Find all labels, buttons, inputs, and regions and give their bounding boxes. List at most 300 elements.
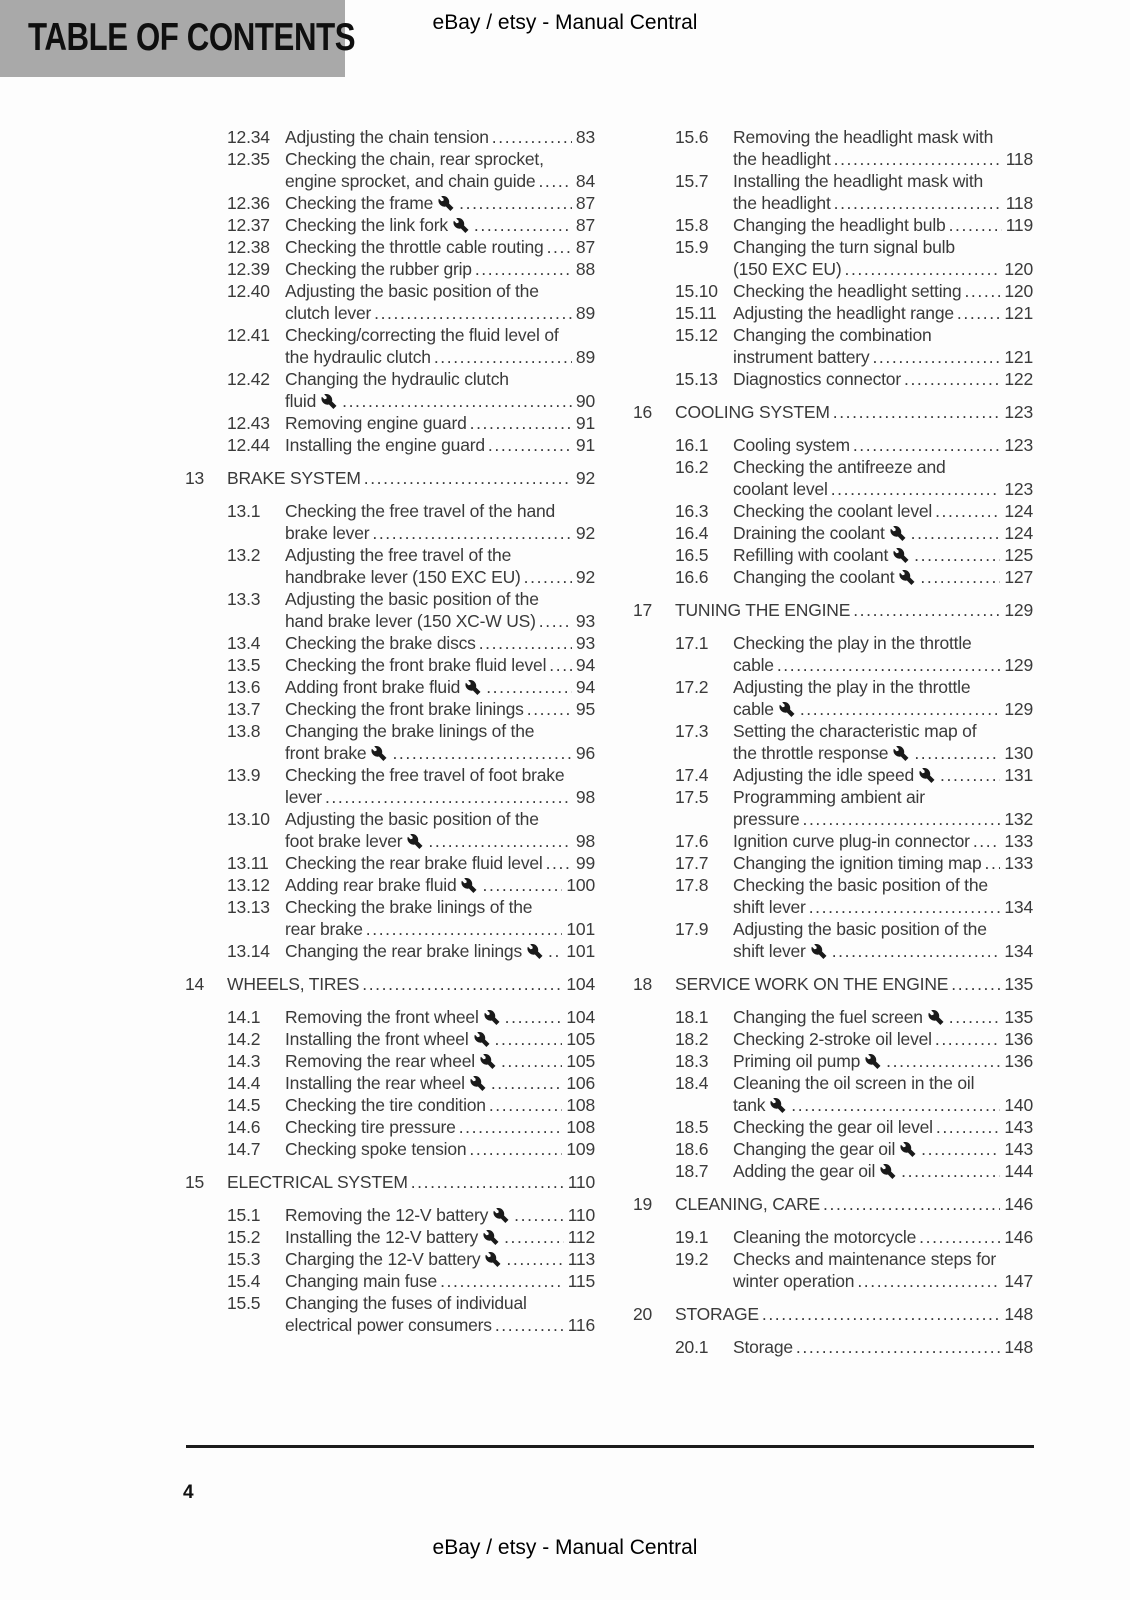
toc-chapter-row: [633, 1193, 1033, 1215]
toc-entry-body: [675, 973, 1033, 995]
toc-entry-row: [185, 896, 595, 940]
toc-entry-row: [185, 720, 595, 764]
toc-entry-number: 14.3: [227, 1051, 261, 1071]
wrench-icon: [465, 680, 481, 695]
toc-entry-number: 13: [185, 468, 205, 488]
toc-entry-row: [633, 368, 1033, 390]
toc-entry-body: [285, 1248, 595, 1270]
toc-entry-row: [633, 280, 1033, 302]
toc-entry-number: 12.41: [227, 325, 270, 345]
toc-entry-row: [633, 1248, 1033, 1292]
dot-leader: [921, 1138, 1000, 1160]
toc-entry-number: 15: [185, 1172, 205, 1192]
dot-leader: [857, 1270, 1000, 1292]
toc-entry-title-line: Adjusting the play in the throttle: [733, 677, 971, 697]
toc-entry-page: 94: [575, 677, 595, 697]
toc-entry-row: [633, 852, 1033, 874]
toc-entry-row: [633, 830, 1033, 852]
toc-entry-page: 134: [1004, 941, 1033, 961]
dot-leader: [501, 1050, 562, 1072]
toc-entry-title: Storage: [733, 1337, 793, 1357]
toc-entry-title: Changing the rear brake linings: [285, 941, 523, 961]
dot-leader: [488, 434, 572, 456]
toc-entry-page: 133: [1004, 831, 1033, 851]
toc-entry-last-line: [285, 390, 595, 412]
dot-leader: [489, 1094, 563, 1116]
toc-entry-row: [185, 764, 595, 808]
toc-entry-body: [285, 544, 595, 588]
toc-entry-last-line: [733, 500, 1033, 522]
toc-entry-body: [227, 467, 595, 489]
toc-entry-number: 19.1: [675, 1227, 709, 1247]
toc-entry-title: Checking the front brake fluid level: [285, 655, 547, 675]
dot-leader: [495, 1314, 564, 1336]
toc-entry-number: 15.8: [675, 215, 709, 235]
toc-entry-last-line: [285, 676, 595, 698]
toc-entry-number: 14.5: [227, 1095, 261, 1115]
toc-entry-last-line: [285, 522, 595, 544]
dot-leader: [491, 1072, 563, 1094]
toc-entry-title: the headlight: [733, 193, 831, 213]
toc-entry-row: [185, 412, 595, 434]
toc-entry-title: CLEANING, CARE: [675, 1194, 821, 1214]
toc-entry-row: [185, 1226, 595, 1248]
toc-entry-row: [185, 1116, 595, 1138]
toc-entry-page: 99: [575, 853, 595, 873]
toc-entry-number: 12.40: [227, 281, 270, 301]
toc-entry-last-line: [285, 1050, 595, 1072]
toc-entry-number: 15.12: [675, 325, 718, 345]
toc-entry-page: 91: [575, 413, 595, 433]
toc-entry-title: Installing the engine guard: [285, 435, 485, 455]
toc-entry-last-line: [675, 599, 1033, 621]
toc-entry-title-line: Changing the hydraulic clutch: [285, 369, 509, 389]
toc-entry-number: 14: [185, 974, 205, 994]
dot-leader: [411, 1171, 564, 1193]
toc-entry-last-line: [733, 148, 1033, 170]
dot-leader: [853, 599, 1000, 621]
toc-entry-number: 16.2: [675, 457, 709, 477]
wrench-icon: [527, 944, 543, 959]
toc-entry-title-line: Changing the turn signal bulb: [733, 237, 955, 257]
toc-entry-number: 16: [633, 402, 653, 422]
dot-leader: [844, 258, 1000, 280]
toc-entry-page: 129: [1004, 655, 1033, 675]
toc-entry-body: [733, 1336, 1033, 1358]
footer-brand-text: eBay / etsy - Manual Central: [432, 1536, 698, 1559]
toc-column-left: [185, 126, 595, 1336]
toc-entry-row: [633, 720, 1033, 764]
toc-entry-row: [185, 874, 595, 896]
toc-entry-title: Checking 2-stroke oil level: [733, 1029, 932, 1049]
toc-entry-number: 18.3: [675, 1051, 709, 1071]
toc-entry-page: 92: [575, 567, 595, 587]
dot-leader: [831, 478, 1001, 500]
header-brand-text: eBay / etsy - Manual Central: [432, 11, 698, 34]
toc-entry-row: [185, 588, 595, 632]
toc-entry-page: 125: [1004, 545, 1033, 565]
toc-entry-number: 15.7: [675, 171, 709, 191]
toc-entry-row: [633, 170, 1033, 214]
toc-entry-row: [633, 500, 1033, 522]
toc-entry-last-line: [285, 1028, 595, 1050]
dot-leader: [940, 764, 1000, 786]
dot-leader: [428, 830, 572, 852]
toc-entry-page: 140: [1004, 1095, 1033, 1115]
toc-entry-page: 84: [575, 171, 595, 191]
dot-leader: [475, 258, 572, 280]
toc-entry-page: 116: [567, 1315, 595, 1335]
toc-chapter-row: [185, 973, 595, 995]
toc-entry-page: 135: [1004, 1007, 1033, 1027]
toc-entry-title: Checking the coolant level: [733, 501, 933, 521]
toc-chapter-row: [185, 467, 595, 489]
toc-entry-last-line: [733, 368, 1033, 390]
toc-entry-row: [633, 1028, 1033, 1050]
toc-entry-body: [733, 632, 1033, 676]
toc-entry-number: 14.2: [227, 1029, 261, 1049]
dot-leader: [492, 126, 572, 148]
toc-entry-title: Changing the fuel screen: [733, 1007, 923, 1027]
toc-entry-title: cable: [733, 655, 774, 675]
wrench-icon: [461, 878, 477, 893]
toc-entry-number: 13.5: [227, 655, 261, 675]
dot-leader: [459, 1116, 563, 1138]
toc-entry-last-line: [285, 874, 595, 896]
wrench-icon: [900, 1142, 916, 1157]
toc-entry-number: 18.1: [675, 1007, 709, 1027]
toc-entry-title: Installing the rear wheel: [285, 1073, 465, 1093]
toc-entry-row: [633, 302, 1033, 324]
toc-entry-title: shift lever: [733, 941, 806, 961]
toc-entry-number: 15.1: [227, 1205, 261, 1225]
toc-entry-body: [733, 874, 1033, 918]
toc-entry-last-line: [285, 742, 595, 764]
toc-entry-number: 15.2: [227, 1227, 261, 1247]
toc-entry-row: [185, 236, 595, 258]
toc-entry-page: 120: [1004, 259, 1033, 279]
toc-entry-title: STORAGE: [675, 1304, 759, 1324]
toc-entry-row: [633, 1050, 1033, 1072]
dot-leader: [949, 214, 1002, 236]
toc-entry-title-line: Checking/correcting the fluid level of: [285, 325, 559, 345]
toc-entry-page: 109: [566, 1139, 595, 1159]
wrench-icon: [770, 1098, 786, 1113]
toc-entry-title: Checking the link fork: [285, 215, 448, 235]
toc-entry-title: WHEELS, TIRES: [227, 974, 360, 994]
toc-entry-last-line: [733, 852, 1033, 874]
toc-entry-last-line: [285, 918, 595, 940]
toc-entry-body: [285, 654, 595, 676]
toc-entry-body: [675, 401, 1033, 423]
toc-entry-row: [633, 764, 1033, 786]
dot-leader: [469, 1138, 562, 1160]
dot-leader: [474, 214, 572, 236]
wrench-icon: [880, 1164, 896, 1179]
wrench-icon: [453, 218, 469, 233]
toc-entry-row: [633, 676, 1033, 720]
toc-entry-title-line: Checking the free travel of foot brake: [285, 765, 565, 785]
toc-entry-last-line: [733, 896, 1033, 918]
toc-entry-row: [185, 434, 595, 456]
wrench-icon: [890, 526, 906, 541]
toc-entry-page: 87: [575, 215, 595, 235]
toc-entry-title: the hydraulic clutch: [285, 347, 431, 367]
toc-entry-last-line: [285, 192, 595, 214]
toc-entry-number: 13.14: [227, 941, 270, 961]
toc-entry-body: [733, 544, 1033, 566]
toc-chapter-row: [185, 1171, 595, 1193]
toc-entry-number: 12.37: [227, 215, 270, 235]
toc-entry-body: [285, 676, 595, 698]
toc-entry-title: the headlight: [733, 149, 831, 169]
toc-entry-number: 18.2: [675, 1029, 709, 1049]
toc-entry-row: [633, 1226, 1033, 1248]
wrench-icon: [321, 394, 337, 409]
toc-entry-last-line: [733, 258, 1033, 280]
toc-entry-last-line: [285, 1094, 595, 1116]
toc-entry-title: Installing the 12-V battery: [285, 1227, 479, 1247]
toc-entry-last-line: [675, 1193, 1033, 1215]
toc-entry-title-line: Installing the headlight mask with: [733, 171, 984, 191]
toc-entry-row: [185, 1006, 595, 1028]
toc-entry-title-line: Adjusting the free travel of the: [285, 545, 512, 565]
toc-entry-page: 144: [1004, 1161, 1033, 1181]
toc-entry-row: [633, 1138, 1033, 1160]
wrench-icon: [483, 1230, 499, 1245]
toc-entry-page: 121: [1004, 347, 1033, 367]
toc-entry-page: 100: [566, 875, 595, 895]
toc-entry-body: [285, 698, 595, 720]
toc-entry-page: 143: [1004, 1139, 1033, 1159]
toc-entry-last-line: [227, 467, 595, 489]
toc-entry-number: 12.43: [227, 413, 270, 433]
toc-entry-title-line: Checking the basic position of the: [733, 875, 988, 895]
toc-entry-last-line: [285, 786, 595, 808]
toc-entry-body: [227, 973, 595, 995]
toc-entry-number: 12.39: [227, 259, 270, 279]
toc-entry-last-line: [285, 1226, 595, 1248]
toc-entry-row: [633, 918, 1033, 962]
toc-entry-body: [733, 1006, 1033, 1028]
toc-entry-body: [733, 764, 1033, 786]
toc-entry-last-line: [733, 346, 1033, 368]
toc-entry-page: 113: [567, 1249, 595, 1269]
toc-entry-row: [185, 1292, 595, 1336]
dot-leader: [834, 148, 1002, 170]
toc-entry-last-line: [285, 302, 595, 324]
wrench-icon: [484, 1010, 500, 1025]
toc-entry-number: 13.7: [227, 699, 261, 719]
dot-leader: [504, 1226, 564, 1248]
toc-entry-number: 14.7: [227, 1139, 261, 1159]
toc-entry-body: [285, 852, 595, 874]
toc-entry-number: 16.1: [675, 435, 709, 455]
toc-entry-page: 112: [567, 1227, 595, 1247]
toc-entry-last-line: [285, 940, 595, 962]
toc-entry-title: Checking the rubber grip: [285, 259, 472, 279]
toc-entry-title: Adjusting the headlight range: [733, 303, 954, 323]
toc-entry-page: 118: [1005, 149, 1033, 169]
toc-entry-body: [675, 599, 1033, 621]
toc-entry-row: [633, 1116, 1033, 1138]
toc-entry-page: 115: [567, 1271, 595, 1291]
toc-entry-number: 13.2: [227, 545, 261, 565]
toc-entry-page: 106: [566, 1073, 595, 1093]
toc-entry-row: [633, 126, 1033, 170]
toc-entry-body: [733, 170, 1033, 214]
toc-entry-last-line: [285, 632, 595, 654]
toc-entry-body: [733, 522, 1033, 544]
toc-entry-row: [633, 1006, 1033, 1028]
wrench-icon: [893, 746, 909, 761]
toc-entry-number: 17.5: [675, 787, 709, 807]
toc-entry-title: Cleaning the motorcycle: [733, 1227, 917, 1247]
toc-entry-number: 15.4: [227, 1271, 261, 1291]
dot-leader: [935, 500, 1000, 522]
toc-entry-body: [285, 258, 595, 280]
toc-entry-page: 83: [575, 127, 595, 147]
toc-entry-title: COOLING SYSTEM: [675, 402, 830, 422]
toc-entry-page: 98: [575, 787, 595, 807]
toc-entry-page: 130: [1004, 743, 1033, 763]
toc-entry-page: 134: [1004, 897, 1033, 917]
toc-entry-row: [185, 852, 595, 874]
toc-entry-last-line: [675, 973, 1033, 995]
toc-entry-page: 123: [1004, 435, 1033, 455]
toc-entry-last-line: [733, 522, 1033, 544]
toc-entry-number: 12.35: [227, 149, 270, 169]
dot-leader: [886, 1050, 1000, 1072]
toc-entry-body: [733, 918, 1033, 962]
toc-entry-body: [285, 324, 595, 368]
wrench-icon: [480, 1054, 496, 1069]
toc-entry-last-line: [733, 1050, 1033, 1072]
toc-entry-row: [633, 786, 1033, 830]
toc-entry-number: 13.8: [227, 721, 261, 741]
toc-entry-page: 93: [575, 633, 595, 653]
toc-entry-title-line: Checking the free travel of the hand: [285, 501, 556, 521]
toc-entry-number: 18.7: [675, 1161, 709, 1181]
toc-entry-body: [733, 786, 1033, 830]
toc-entry-row: [185, 1204, 595, 1226]
dot-leader: [984, 852, 1000, 874]
dot-leader: [459, 192, 572, 214]
toc-entry-number: 15.9: [675, 237, 709, 257]
toc-entry-row: [185, 1138, 595, 1160]
wrench-icon: [474, 1032, 490, 1047]
toc-entry-number: 17.7: [675, 853, 709, 873]
toc-entry-body: [285, 1050, 595, 1072]
toc-entry-body: [285, 874, 595, 896]
dot-leader: [973, 830, 1001, 852]
dot-leader: [823, 1193, 1000, 1215]
wrench-icon: [407, 834, 423, 849]
toc-entry-title: cable: [733, 699, 774, 719]
toc-entry-body: [285, 1116, 595, 1138]
toc-entry-title: TUNING THE ENGINE: [675, 600, 851, 620]
toc-entry-last-line: [285, 214, 595, 236]
toc-entry-last-line: [733, 478, 1033, 500]
toc-entry-title: Adding the gear oil: [733, 1161, 876, 1181]
toc-entry-title: Checking the frame: [285, 193, 434, 213]
toc-entry-number: 15.6: [675, 127, 709, 147]
toc-entry-last-line: [733, 1138, 1033, 1160]
toc-entry-title: Diagnostics connector: [733, 369, 901, 389]
toc-entry-page: 148: [1004, 1304, 1033, 1324]
toc-entry-row: [185, 1094, 595, 1116]
dot-leader: [374, 302, 572, 324]
toc-entry-body: [285, 434, 595, 456]
toc-entry-page: 101: [566, 941, 595, 961]
toc-entry-last-line: [285, 236, 595, 258]
toc-entry-page: 101: [566, 919, 595, 939]
toc-entry-page: 123: [1004, 402, 1033, 422]
toc-entry-page: 94: [575, 655, 595, 675]
dot-leader: [372, 522, 572, 544]
toc-entry-body: [733, 1028, 1033, 1050]
toc-entry-title-line: Removing the headlight mask with: [733, 127, 994, 147]
toc-entry-title: Checking the tire condition: [285, 1095, 486, 1115]
toc-entry-page: 135: [1004, 974, 1033, 994]
toc-entry-page: 127: [1004, 567, 1033, 587]
toc-entry-row: [185, 214, 595, 236]
toc-entry-body: [285, 1028, 595, 1050]
toc-entry-number: 13.4: [227, 633, 261, 653]
dot-leader: [470, 412, 572, 434]
toc-entry-last-line: [733, 654, 1033, 676]
toc-entry-page: 133: [1004, 853, 1033, 873]
toc-entry-page: 122: [1004, 369, 1033, 389]
toc-entry-row: [633, 236, 1033, 280]
toc-entry-last-line: [285, 170, 595, 192]
dot-leader: [546, 852, 572, 874]
toc-entry-title: Changing the headlight bulb: [733, 215, 946, 235]
toc-entry-page: 147: [1004, 1271, 1033, 1291]
toc-entry-page: 124: [1004, 501, 1033, 521]
toc-entry-title-line: Changing the fuses of individual: [285, 1293, 527, 1313]
toc-entry-row: [633, 214, 1033, 236]
toc-entry-title-line: Checking the antifreeze and: [733, 457, 946, 477]
toc-entry-last-line: [733, 1336, 1033, 1358]
toc-entry-number: 13.12: [227, 875, 270, 895]
toc-entry-page: 146: [1004, 1227, 1033, 1247]
dot-leader: [957, 302, 1000, 324]
toc-entry-title: Ignition curve plug-in connector: [733, 831, 970, 851]
wrench-icon: [919, 768, 935, 783]
dot-leader: [364, 467, 572, 489]
toc-entry-title-line: Adjusting the basic position of the: [733, 919, 987, 939]
toc-entry-title-line: Cleaning the oil screen in the oil: [733, 1073, 975, 1093]
toc-entry-row: [185, 1248, 595, 1270]
toc-column-right: [633, 126, 1033, 1358]
toc-entry-row: [185, 676, 595, 698]
toc-entry-title: clutch lever: [285, 303, 372, 323]
toc-entry-last-line: [733, 1270, 1033, 1292]
toc-entry-last-line: [285, 1072, 595, 1094]
toc-entry-title: Removing the rear wheel: [285, 1051, 475, 1071]
toc-entry-row: [633, 566, 1033, 588]
toc-entry-row: [185, 368, 595, 412]
toc-entry-body: [285, 764, 595, 808]
dot-leader: [362, 973, 562, 995]
toc-entry-body: [285, 720, 595, 764]
toc-entry-title: hand brake lever (150 XC-W US): [285, 611, 536, 631]
toc-entry-body: [733, 368, 1033, 390]
toc-entry-body: [733, 1050, 1033, 1072]
toc-entry-title-line: Changing the combination: [733, 325, 932, 345]
toc-entry-page: 136: [1004, 1029, 1033, 1049]
